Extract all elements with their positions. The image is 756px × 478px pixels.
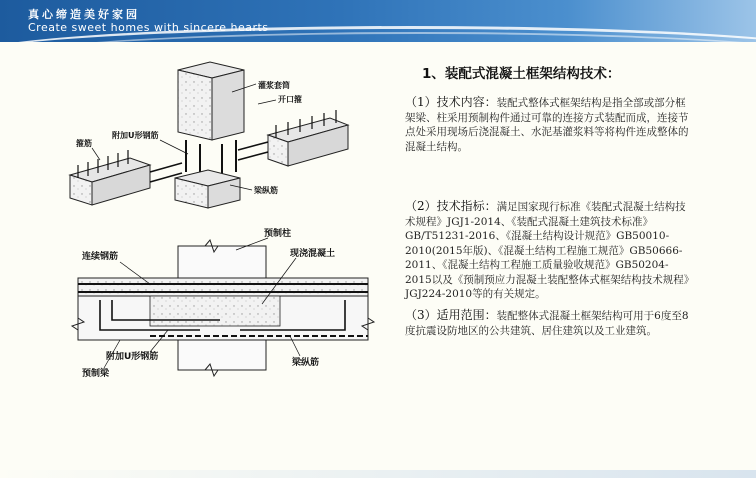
label-stirrup: 箍筋: [76, 139, 92, 148]
slogan-chinese: 真心缔造美好家园: [28, 8, 140, 21]
precast-column-section: [178, 246, 266, 278]
paragraph-lead: （2）技术指标：: [405, 199, 497, 213]
paragraph-lead: （1）技术内容：: [405, 95, 497, 109]
paragraph-text: 装配整体式混凝土框架结构可用于6度至8度抗震设防地区的公共建筑、居住建筑以及工业建筑。: [405, 310, 689, 337]
label-open-stirrup: 开口箍: [278, 95, 302, 104]
label-continuous-bar: 连续钢筋: [82, 252, 119, 262]
label-beam-long-bar-top: 梁纵筋: [254, 186, 278, 195]
label-precast-beam: 预制梁: [82, 369, 110, 379]
precast-beam-left: [70, 150, 182, 205]
paragraph-technical-indicators: [405, 199, 689, 302]
cast-in-place-slab: [78, 278, 368, 296]
precast-column-lower: [175, 170, 240, 208]
precast-beam-right: [238, 110, 348, 166]
label-grout-sleeve: 灌浆套筒: [258, 81, 290, 90]
paragraph-text: 满足国家现行标准《装配式混凝土结构技术规程》JGJ1-2014、《装配式混凝土建筑技术标准》GB/T51231-2016、《混凝土结构设计规范》GB50010-2010(2015年版)、《混凝土结构工程施工规范》GB50666-2011、《混凝土结构工程施工质量验收规范》GB50204-2015以及《预制预应力混凝土装配整体式框架结构技术规程》JGJ224-2010等的有关规定。: [405, 201, 689, 300]
label-cast-in-place: 现浇混凝土: [290, 249, 336, 259]
joint-concrete: [150, 296, 280, 326]
label-beam-long-bar-bottom: 梁纵筋: [292, 358, 320, 368]
precast-column-upper: [178, 62, 244, 140]
paragraph-lead: （3）适用范围：: [405, 308, 497, 322]
slogan-english: Create sweet homes with sincere hearts: [28, 21, 269, 34]
paragraph-text: 装配式整体式框架结构是指全部或部分框架梁、柱采用预制构件通过可靠的连接方式装配而成，连接节点处采用现场后浇混凝土、水泥基灌浆料等将构件连成整体的混凝土结构。: [405, 97, 689, 153]
section-joint-diagram: [72, 227, 374, 379]
label-precast-column: 预制柱: [264, 229, 292, 239]
label-u-bar-top: 附加U形钢筋: [112, 131, 159, 140]
paragraph-technical-content: [405, 95, 689, 154]
section-heading: 1、装配式混凝土框架结构技术：: [422, 66, 621, 82]
precast-column-below: [178, 340, 266, 370]
label-u-bar-bottom: 附加U形钢筋: [106, 352, 159, 362]
isometric-joint-diagram: [70, 62, 348, 208]
footer-gradient: [0, 470, 756, 478]
paragraph-scope: [405, 308, 689, 338]
